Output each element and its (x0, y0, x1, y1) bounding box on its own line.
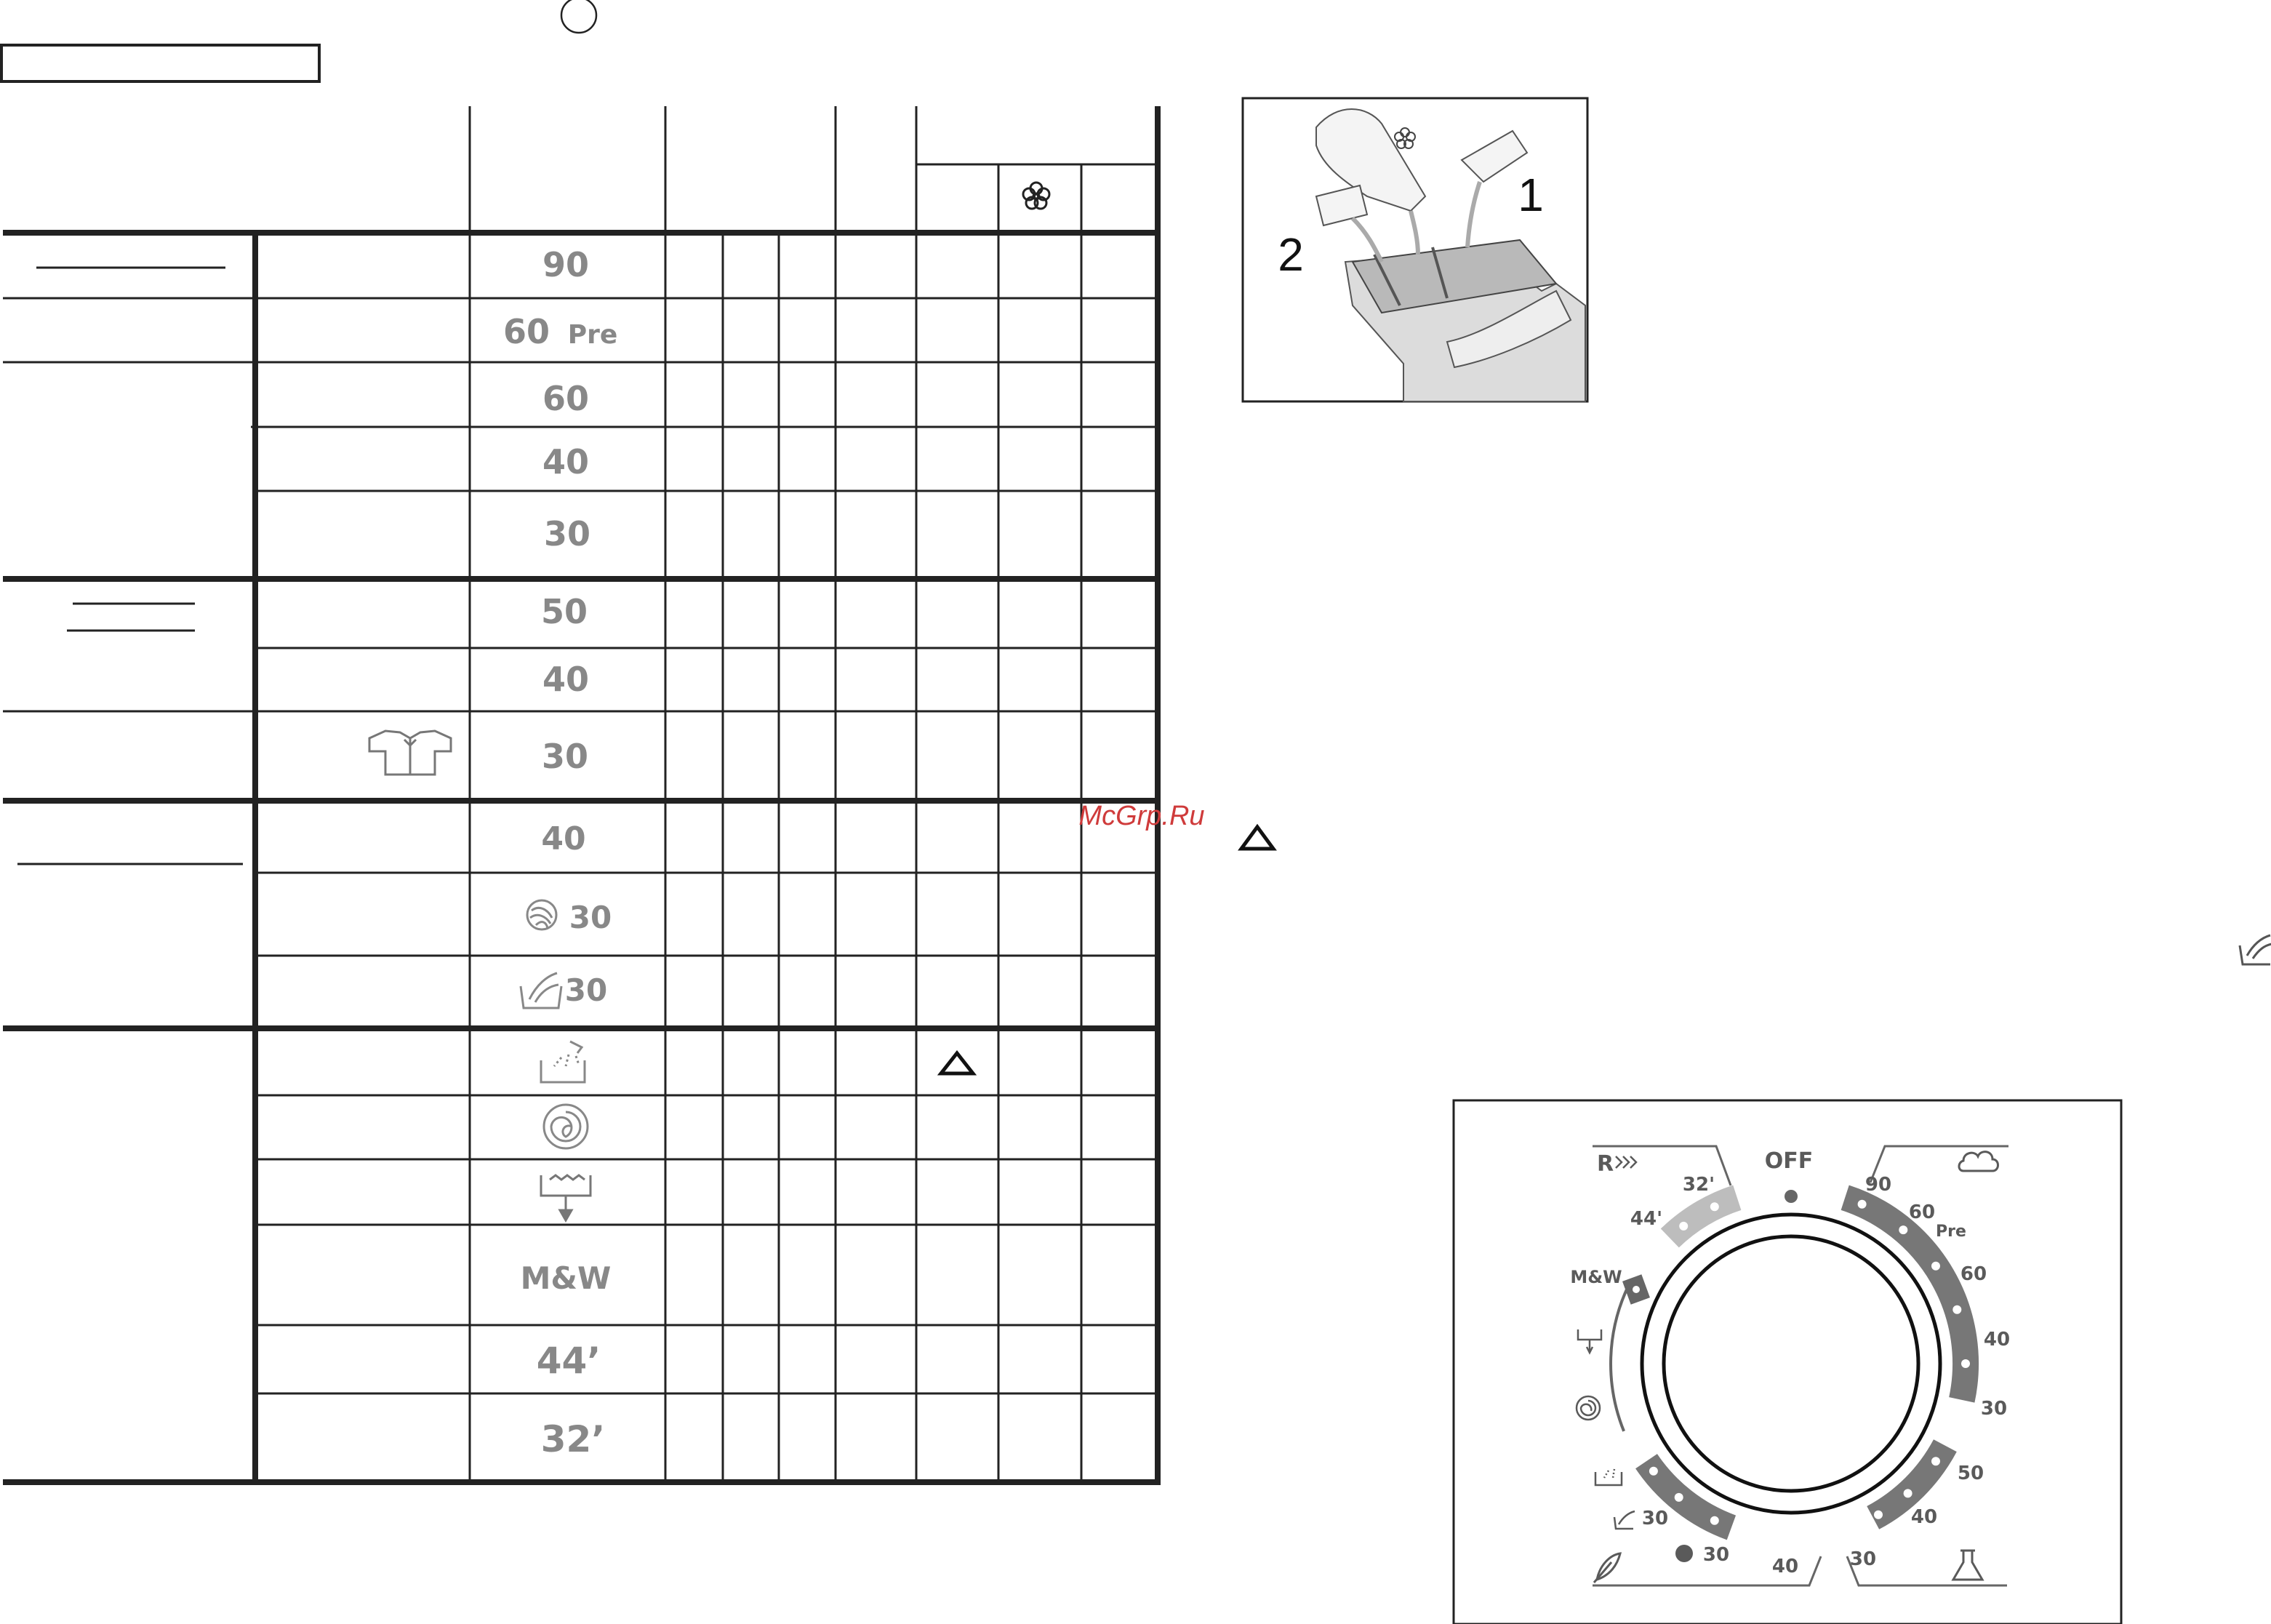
temp-label: 40 (541, 820, 586, 857)
dial-mw-label: M&W (1570, 1267, 1622, 1287)
temp-label: 60 (502, 312, 550, 351)
dial-position-dot (1952, 1305, 1961, 1314)
handwash-icon (521, 973, 561, 1008)
wool-icon (527, 900, 556, 929)
dial-position-dot (1710, 1516, 1719, 1525)
dial-position-dot (1931, 1457, 1940, 1465)
program-selector-dial[interactable] (1454, 1100, 2121, 1624)
program-label-32: 32’ (540, 1418, 606, 1460)
dial-cotton-30: 30 (1980, 1398, 2008, 1420)
dial-synth-30: 30 (1849, 1548, 1877, 1570)
temp-label: 40 (542, 442, 590, 481)
dial-position-dot (1899, 1225, 1907, 1234)
dial-cotton-40: 40 (1983, 1329, 2011, 1351)
wool-icon (1675, 1545, 1693, 1562)
temp-label: 30 (564, 972, 608, 1008)
temp-label: 90 (542, 245, 590, 284)
pre-label: Pre (567, 320, 618, 350)
language-circle (561, 0, 596, 33)
watermark: McGrp.Ru (1078, 801, 1205, 831)
dial-position-dot (1904, 1489, 1912, 1497)
dial-synth-50: 50 (1957, 1463, 1984, 1484)
dial-cotton-90: 90 (1865, 1174, 1892, 1196)
dispenser-label-2: 2 (1278, 228, 1304, 281)
dial-quick-44-label: 44' (1630, 1208, 1663, 1230)
softener-flower-icon (1023, 183, 1049, 209)
dial-off-label: OFF (1764, 1148, 1814, 1174)
temp-label: 50 (540, 592, 588, 631)
dial-cotton-60: 60 (1960, 1263, 1987, 1285)
program-label-mw: M&W (520, 1260, 612, 1296)
temp-label: 60 (542, 379, 590, 418)
dial-position-dot (1649, 1467, 1658, 1476)
program-label-44: 44’ (536, 1340, 601, 1382)
dial-delicate-40: 40 (1771, 1556, 1799, 1577)
dial-position-dot (1710, 1202, 1719, 1211)
warning-triangle-icon (941, 1053, 973, 1073)
dial-quick-32-label: 32' (1682, 1174, 1715, 1196)
section-title-box (1, 45, 319, 81)
spin-icon (544, 1105, 588, 1148)
dial-rapid-label: R (1597, 1151, 1614, 1177)
dial-position-dot (1874, 1511, 1883, 1519)
dial-position-dot (1961, 1359, 1970, 1368)
drain-icon (541, 1175, 590, 1220)
dial-hand-30: 30 (1641, 1508, 1669, 1529)
dial-synth-40: 40 (1910, 1506, 1938, 1528)
off-position-dot (1785, 1190, 1798, 1203)
temp-label: 30 (541, 737, 589, 776)
dial-knob[interactable] (1664, 1236, 1918, 1491)
shirt-icon (369, 731, 451, 775)
dispenser-label-1: 1 (1518, 169, 1544, 221)
dial-wool-30: 30 (1702, 1544, 1730, 1566)
temp-label: 30 (543, 514, 591, 553)
handwash-icon (2240, 935, 2271, 964)
warning-triangle-icon (1241, 827, 1273, 849)
dial-position-dot (1858, 1200, 1867, 1209)
dial-position-dot (1931, 1262, 1940, 1271)
temp-label: 40 (542, 660, 590, 699)
temp-label: 30 (569, 900, 612, 935)
dial-cotton-pre: Pre (1936, 1223, 1966, 1241)
dial-cotton-60pre: 60 (1908, 1201, 1936, 1223)
rinse-icon (541, 1041, 585, 1082)
dial-position-dot (1679, 1222, 1688, 1231)
dial-position-dot (1675, 1493, 1683, 1502)
